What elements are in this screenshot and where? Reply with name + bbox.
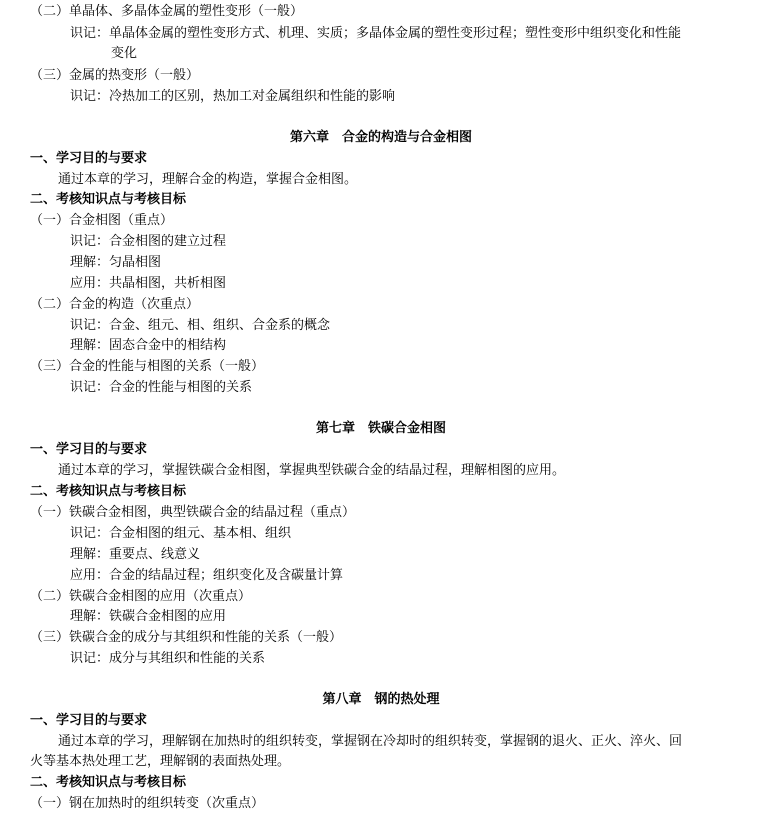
ch7-item3-heading: （三）铁碳合金的成分与其组织和性能的关系（一般） <box>30 630 343 645</box>
ch8-item1-heading: （一）钢在加热时的组织转变（次重点） <box>30 796 265 811</box>
ch5-item3-recall: 识记：冷热加工的区别，热加工对金属组织和性能的影响 <box>70 89 396 104</box>
ch7-section1-heading: 一、学习目的与要求 <box>30 442 148 457</box>
ch6-section1-heading: 一、学习目的与要求 <box>30 151 148 166</box>
chapter8-title: 第八章 钢的热处理 <box>322 692 440 707</box>
ch6-item1-apply: 应用：共晶相图，共析相图 <box>70 276 227 291</box>
ch7-item2-understand: 理解：铁碳合金相图的应用 <box>70 609 227 624</box>
ch5-item2-recall-cont: 变化 <box>111 46 138 61</box>
ch6-item2-understand: 理解：固态合金中的相结构 <box>70 338 227 353</box>
chapter6-title: 第六章 合金的构造与合金相图 <box>289 130 472 145</box>
ch5-item2-recall: 识记：单晶体金属的塑性变形方式、机理、实质；多晶体金属的塑性变形过程；塑性变形中组织变化和性能 <box>70 26 682 41</box>
ch5-item2-heading: （二）单晶体、多晶体金属的塑性变形（一般） <box>30 4 304 19</box>
ch7-item1-apply: 应用：合金的结晶过程；组织变化及含碳量计算 <box>70 568 344 583</box>
ch6-item3-recall: 识记：合金的性能与相图的关系 <box>70 380 253 395</box>
ch5-item3-heading: （三）金属的热变形（一般） <box>30 68 200 83</box>
ch7-section1-text: 通过本章的学习，掌握铁碳合金相图，掌握典型铁碳合金的结晶过程，理解相图的应用。 <box>58 463 566 478</box>
chapter7-title: 第七章 铁碳合金相图 <box>315 421 446 436</box>
ch6-section2-heading: 二、考核知识点与考核目标 <box>30 192 187 207</box>
ch6-item1-heading: （一）合金相图（重点） <box>30 213 174 228</box>
ch6-item2-recall: 识记：合金、组元、相、组织、合金系的概念 <box>70 318 331 333</box>
ch7-item1-understand: 理解：重要点、线意义 <box>70 547 201 562</box>
ch6-item3-heading: （三）合金的性能与相图的关系（一般） <box>30 359 265 374</box>
ch7-item1-heading: （一）铁碳合金相图，典型铁碳合金的结晶过程（重点） <box>30 505 356 520</box>
ch6-section1-text: 通过本章的学习，理解合金的构造，掌握合金相图。 <box>58 172 358 187</box>
ch8-section2-heading: 二、考核知识点与考核目标 <box>30 775 187 790</box>
ch7-item3-recall: 识记：成分与其组织和性能的关系 <box>70 651 266 666</box>
ch6-item1-recall: 识记：合金相图的建立过程 <box>70 234 227 249</box>
ch8-section1-text-cont: 火等基本热处理工艺，理解钢的表面热处理。 <box>30 754 291 769</box>
ch6-item2-heading: （二）合金的构造（次重点） <box>30 297 200 312</box>
ch8-section1-heading: 一、学习目的与要求 <box>30 713 148 728</box>
ch7-section2-heading: 二、考核知识点与考核目标 <box>30 484 187 499</box>
ch8-section1-text: 通过本章的学习，理解钢在加热时的组织转变，掌握钢在冷却时的组织转变，掌握钢的退火、正火、淬火、回 <box>58 734 683 749</box>
ch7-item2-heading: （二）铁碳合金相图的应用（次重点） <box>30 589 252 604</box>
ch7-item1-recall: 识记：合金相图的组元、基本相、组织 <box>70 526 292 541</box>
ch6-item1-understand: 理解：匀晶相图 <box>70 255 162 270</box>
